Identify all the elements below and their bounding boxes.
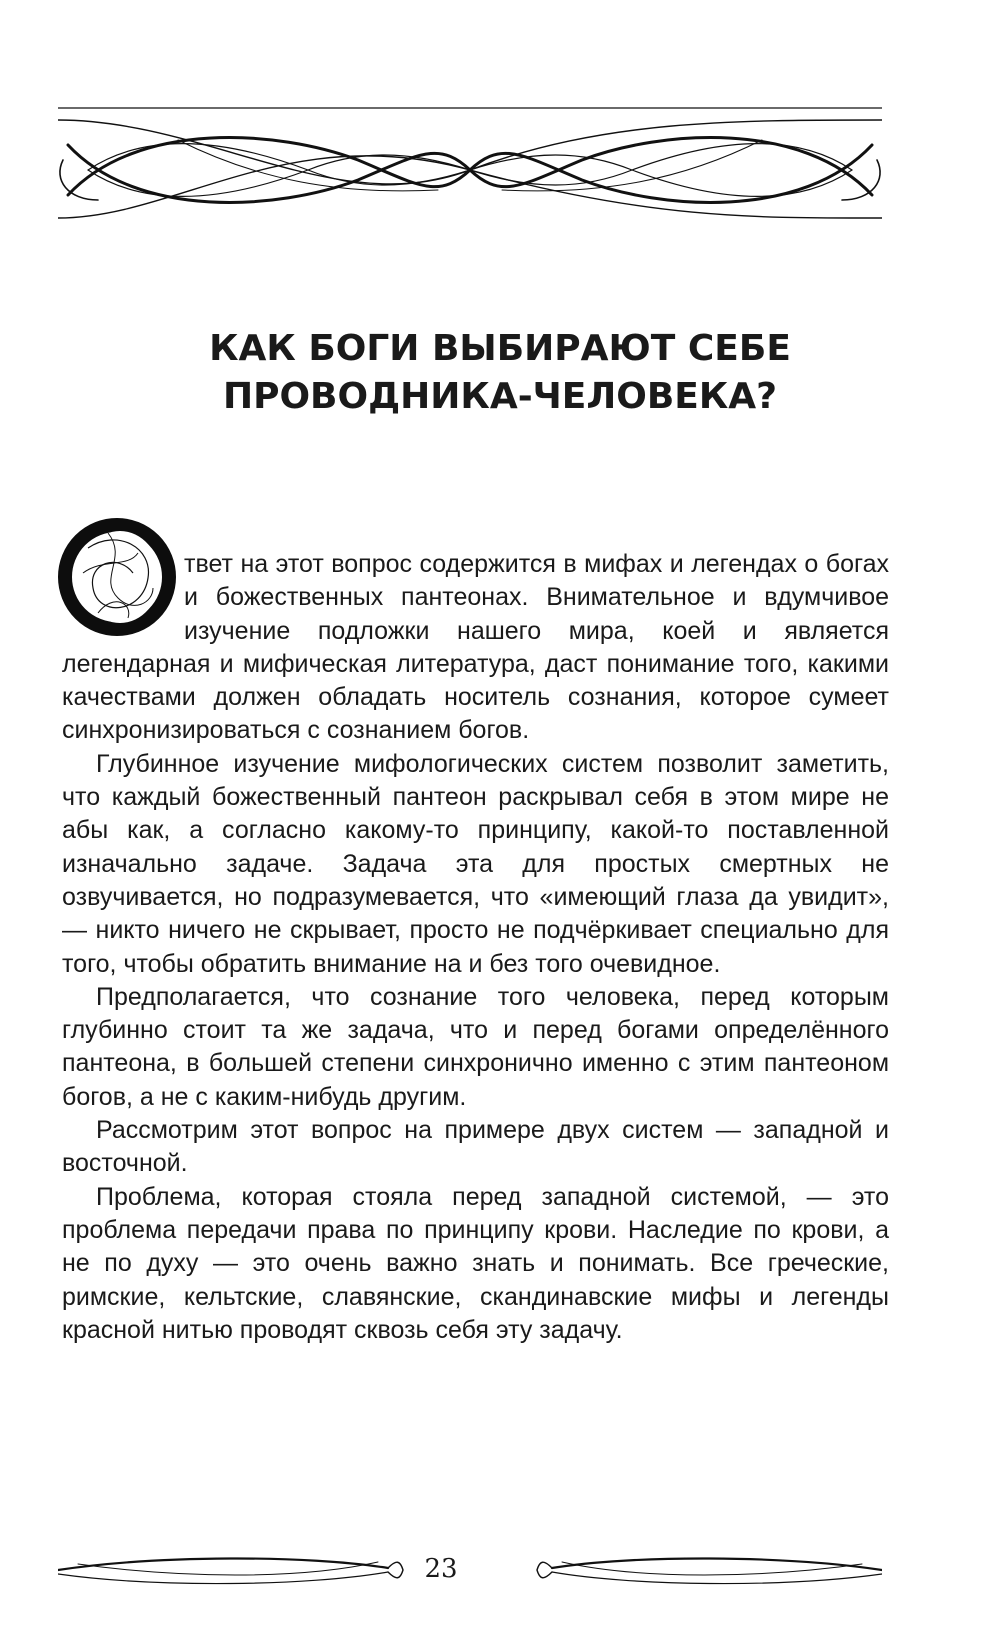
paragraph-4: Рассмотрим этот вопрос на примере двух систем — западной и восточной. [62,1116,889,1178]
chapter-title-line-1: КАК БОГИ ВЫБИРАЮТ СЕБЕ [209,328,791,369]
paragraph-1-text: твет на этот вопрос содержится в мифах и легендах о богах и божественных пантеонах. Внимательное и вдумчивое изучение подложки нашего мира, коей и является легендарная и мифическая литература, даст понимание того, какими качествами должен обладать носитель сознания, которое сумеет синхронизироваться с сознанием богов. [62,550,889,745]
chapter-title-line-2: ПРОВОДНИКА-ЧЕЛОВЕКА? [222,376,778,417]
paragraph-5: Проблема, которая стояла перед западной системой, — это проблема передачи права по принципу крови. Наследие по крови, а не по духу — это очень важно знать и понимать. Все греческие, римские, кельтские, славянские, скандинавские мифы и легенды красной нитью проводят сквозь себя эту задачу. [62,1182,889,1344]
paragraph-2: Глубинное изучение мифологических систем позволит заметить, что каждый божественный пантеон раскрывал себя в этом мире не абы как, а согласно какому-то принципу, какой-то поставленной изначально задаче. Задача эта для простых смертных не озвучивается, но подразумевается, что «имеющий глаза да увидит», — никто ничего не скрывает, просто не подчёркивает специально для того, чтобы обратить внимание на и без того очевидное. [62,749,889,978]
body-text [62,548,889,1347]
paragraph-1 [62,548,889,748]
chapter-title [0,325,1000,421]
dropcap [58,518,176,636]
header-ornament [58,100,882,240]
page-number: 23 [424,1554,458,1584]
paragraph-3: Предполагается, что сознание того человека, перед которым глубинно стоит та же задача, что и перед богами определённого пантеона, в большей степени синхронично именно с этим пантеоном богов, а не с каким-нибудь другим. [62,982,889,1111]
